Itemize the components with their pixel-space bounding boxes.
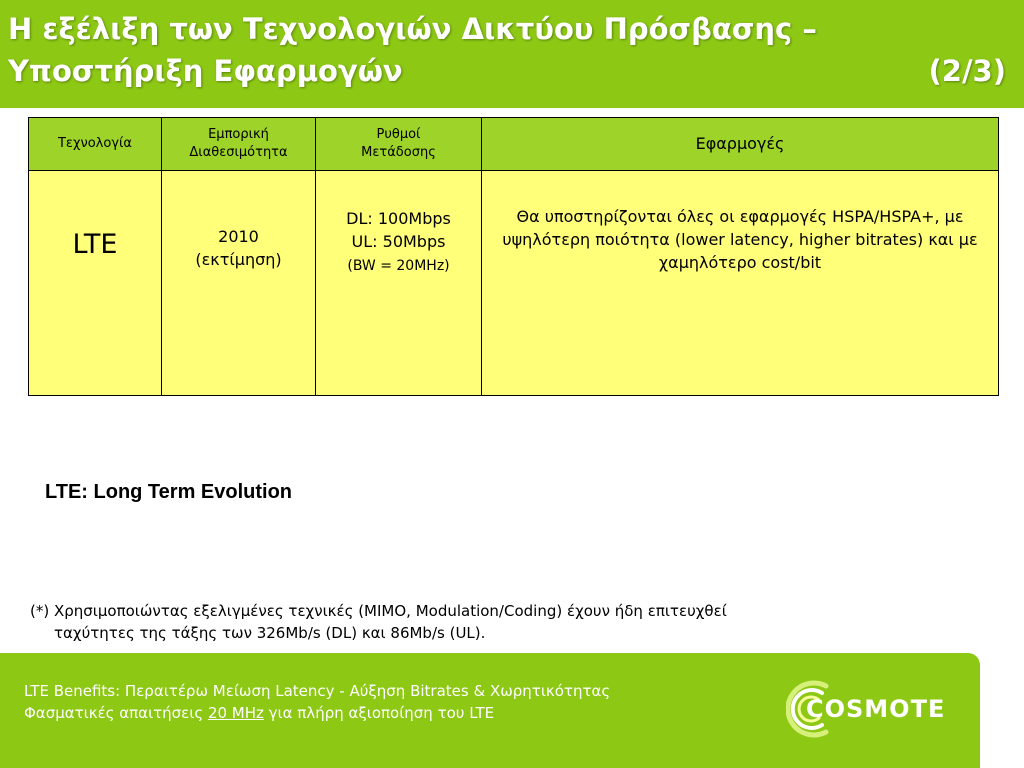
header-applications: Εφαρμογές <box>482 118 999 171</box>
footnote <box>30 600 930 644</box>
cell-applications: Θα υποστηρίζονται όλες οι εφαρμογές HSPA/HSPA+, με υψηλότερη ποιότητα (lower latency, higher bitrates) και με χαμηλότερο cost/bit <box>482 171 999 396</box>
footnote-line1: (*) Χρησιμοποιώντας εξελιγμένες τεχνικές (MIMO, Modulation/Coding) έχουν ήδη επιτευχθεί <box>30 602 727 620</box>
footer-line2-suffix: για πλήρη αξιοποίηση του LTE <box>263 704 495 722</box>
cosmote-logo <box>786 678 966 740</box>
footnote-line2: ταχύτητες της τάξης των 326Mb/s (DL) και 86Mb/s (UL). <box>54 624 486 642</box>
header-availability: Εμπορική Διαθεσιμότητα <box>162 118 316 171</box>
cell-technology: LTE <box>29 171 162 396</box>
footer-line1: LTE Benefits: Περαιτέρω Μείωση Latency - Αύξηση Bitrates & Χωρητικότητας <box>24 682 611 700</box>
cell-availability: 2010 (εκτίμηση) <box>162 171 316 396</box>
abbreviation-note: LTE: Long Term Evolution <box>45 481 293 503</box>
slide-title-line1: Η εξέλιξη των Τεχνολογιών Δικτύου Πρόσβασης – <box>8 12 817 46</box>
header-technology: Τεχνολογία <box>29 118 162 171</box>
footer-line2-prefix: Φασματικές απαιτήσεις <box>24 704 208 722</box>
table-header-row <box>29 118 999 171</box>
header-rates: Ρυθμοί Μετάδοσης <box>316 118 482 171</box>
technology-table <box>28 117 999 396</box>
cell-rates: DL: 100Mbps UL: 50Mbps (BW = 20MHz) <box>316 171 482 396</box>
table-row <box>29 171 999 396</box>
footer-bandwidth-link[interactable]: 20 MHz <box>207 704 264 722</box>
logo-text: COSMOTE <box>806 695 946 723</box>
page-indicator: (2/3) <box>928 54 1006 88</box>
footer-text <box>24 680 610 724</box>
slide-title-line2: Υποστήριξη Εφαρμογών <box>8 54 403 88</box>
slide-header <box>0 0 1024 108</box>
